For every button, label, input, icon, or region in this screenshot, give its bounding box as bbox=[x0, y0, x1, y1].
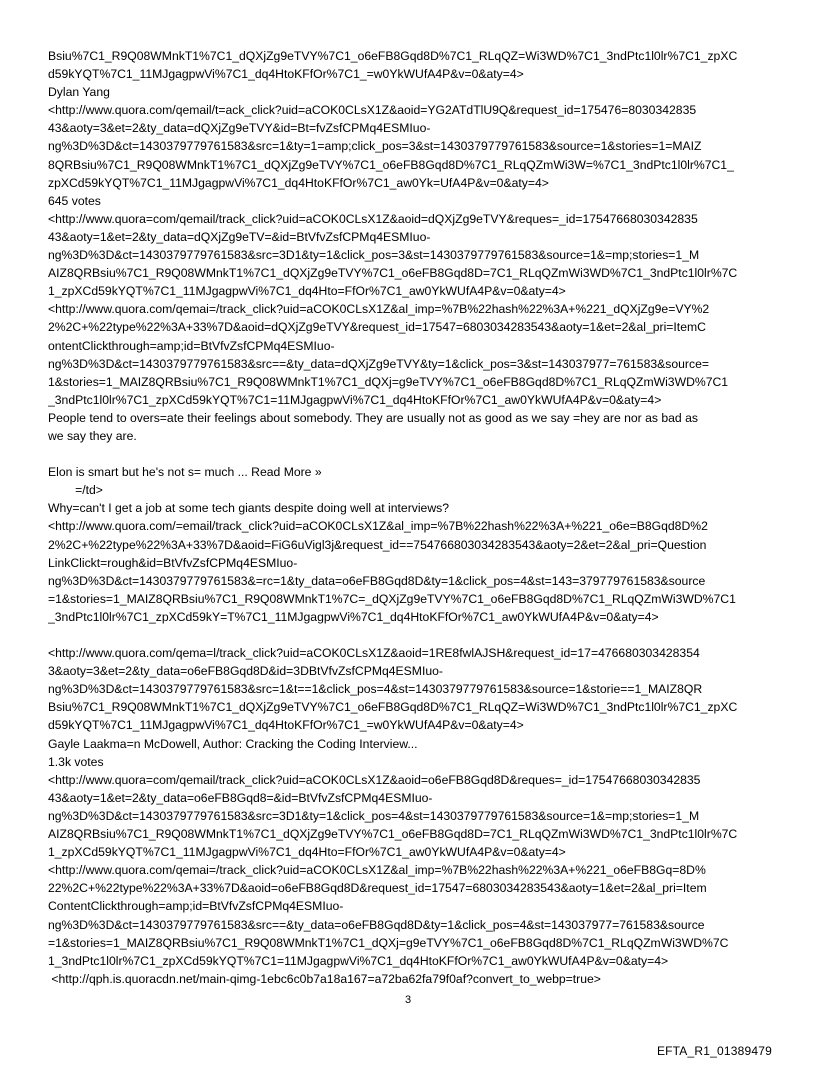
text-line: 1&stories=1_MAIZ8QRBsiu%7C1_R9Q08WMnkT1%7C1_dQXj=g9eTVY%7C1_o6eFB8Gqd8D%7C1_RLqQZmWi3WD%7C1 bbox=[48, 374, 729, 389]
text-line: 22%2C+%22type%22%3A+33%7D&aoid=o6eFB8Gqd8D&request_id=17547=6803034283543&aoty=1&et=2&al_pri=Item bbox=[48, 881, 707, 896]
text-line: _3ndPtc1l0lr%7C1_zpXCd59kYQT%7C1=11MJgagpwVi%7C1_dq4HtoKFfOr%7C1_aw0YkWUfA4P&v=0&aty=4> bbox=[48, 392, 662, 407]
text-line: <http://www.quora=com/qemail/track_click?uid=aCOK0CLsX1Z&aoid=dQXjZg9eTVY&reques=_id=17547668030342835 bbox=[48, 211, 698, 226]
text-line: ng%3D%3D&ct=1430379779761583&src==&ty_data=dQXjZg9eTVY&ty=1&click_pos=3&st=143037977=761583&source= bbox=[48, 356, 709, 371]
text-line: LinkClickt=rough&id=BtVfvZsfCPMq4ESMIuo- bbox=[48, 555, 298, 570]
text-line: ContentClickthrough=amp;id=BtVfvZsfCPMq4ESMIuo- bbox=[48, 899, 344, 914]
blank-line bbox=[48, 626, 770, 644]
text-line: ng%3D%3D&ct=1430379779761583&src=3D1&ty=1&click_pos=4&st=1430379779761583&source=1&=mp;stories=1_M bbox=[48, 808, 700, 823]
text-line: <http://www.quora.com/=email/track_click?uid=aCOK0CLsX1Z&al_imp=%7B%22hash%22%3A+%221_o6e=B8Gqd8D%2 bbox=[48, 519, 708, 534]
author-name: Dylan Yang bbox=[48, 85, 110, 100]
answer-text: People tend to overs=ate their feelings about somebody. They are usually not as good as we say =hey are nor as bad as bbox=[48, 410, 698, 425]
text-line: 1_zpXCd59kYQT%7C1_11MJgagpwVi%7C1_dq4Hto=FfOr%7C1_aw0YkWUfA4P&v=0&aty=4> bbox=[48, 845, 566, 860]
text-line: <http://www.quora.com/qemai=/track_click?uid=aCOK0CLsX1Z&al_imp=%7B%22hash%22%3A+%221_dQXjZg9e=VY%2 bbox=[48, 302, 710, 317]
text-line: <http://www.quora.com/qemail/t=ack_click?uid=aCOK0CLsX1Z&aoid=YG2ATdTlU9Q&request_id=175476=8030342835 bbox=[48, 103, 697, 118]
text-line: 1_zpXCd59kYQT%7C1_11MJgagpwVi%7C1_dq4Hto=FfOr%7C1_aw0YkWUfA4P&v=0&aty=4> bbox=[48, 284, 566, 299]
text-line: =/td> bbox=[48, 483, 103, 498]
answer-text: we say they are. bbox=[48, 428, 137, 443]
text-line: 8QRBsiu%7C1_R9Q08WMnkT1%7C1_dQXjZg9eTVY%7C1_o6eFB8Gqd8D%7C1_RLqQZmWi3W=%7C1_3ndPtc1l0lr%7C1_ bbox=[48, 157, 734, 172]
text-line: d59kYQT%7C1_11MJgagpwVi%7C1_dq4HtoKFfOr%7C1_=w0YkWUfA4P&v=0&aty=4> bbox=[48, 718, 524, 733]
text-line: Bsiu%7C1_R9Q08WMnkT1%7C1_dQXjZg9eTVY%7C1_o6eFB8Gqd8D%7C1_RLqQZ=Wi3WD%7C1_3ndPtc1l0lr%7C1_zpXC bbox=[48, 700, 738, 715]
text-line: 43&aoty=1&et=2&ty_data=dQXjZg9eTV=&id=BtVfvZsfCPMq4ESMIuo- bbox=[48, 229, 431, 244]
image-link: <http://qph.is.quoracdn.net/main-qimg-1ebc6c0b7a18a167=a72ba62fa79f0af?convert_to_webp=true> bbox=[48, 971, 601, 986]
text-line: =1&stories=1_MAIZ8QRBsiu%7C1_R9Q08WMnkT1%7C1_dQXj=g9eTVY%7C1_o6eFB8Gqd8D%7C1_RLqQZmWi3WD%7C bbox=[48, 935, 729, 950]
text-line: <http://www.quora=com/qemail/track_click?uid=aCOK0CLsX1Z&aoid=o6eFB8Gqd8D&reques=_id=17547668030342835 bbox=[48, 772, 701, 787]
text-line: 1_3ndPtc1l0lr%7C1_zpXCd59kYQT%7C1=11MJgagpwVi%7C1_dq4HtoKFfOr%7C1_aw0YkWUfA4P&v=0&aty=4> bbox=[48, 953, 669, 968]
text-line: <http://www.quora.com/qemai=/track_click?uid=aCOK0CLsX1Z&al_imp=%7B%22hash%22%3A+%221_o6eFB8Gq=8D% bbox=[48, 863, 706, 878]
text-line: ng%3D%3D&ct=1430379779761583&src==&ty_data=o6eFB8Gqd8D&ty=1&click_pos=4&st=143037977=761583&source bbox=[48, 917, 705, 932]
text-line: _3ndPtc1l0lr%7C1_zpXCd59kY=T%7C1_11MJgagpwVi%7C1_dq4HtoKFfOr%7C1_aw0YkWUfA4P&v=0&aty=4> bbox=[48, 609, 659, 624]
text-line: =1&stories=1_MAIZ8QRBsiu%7C1_R9Q08WMnkT1%7C=_dQXjZg9eTVY%7C1_o6eFB8Gqd8D%7C1_RLqQZmWi3WD%7C1 bbox=[48, 591, 736, 606]
text-line: <http://www.quora.com/qema=l/track_click?uid=aCOK0CLsX1Z&aoid=1RE8fwlAJSH&request_id=17=476680303428354 bbox=[48, 646, 700, 661]
document-body bbox=[48, 47, 770, 988]
text-line: 43&aoty=1&et=2&ty_data=o6eFB8Gqd8=&id=BtVfvZsfCPMq4ESMIuo- bbox=[48, 790, 433, 805]
vote-count: 1.3k votes bbox=[48, 754, 104, 769]
author-name: Gayle Laakma=n McDowell, Author: Cracking the Coding Interview... bbox=[48, 736, 418, 751]
text-line: AIZ8QRBsiu%7C1_R9Q08WMnkT1%7C1_dQXjZg9eTVY%7C1_o6eFB8Gqd8D=7C1_RLqQZmWi3WD%7C1_3ndPtc1l0lr%7C bbox=[48, 827, 738, 842]
page-number: 3 bbox=[404, 994, 412, 1006]
text-line: 3&aoty=3&et=2&ty_data=o6eFB8Gqd8D&id=3DBtVfvZsfCPMq4ESMIuo- bbox=[48, 664, 443, 679]
text-line: d59kYQT%7C1_11MJgagpwVi%7C1_dq4HtoKFfOr%7C1_=w0YkWUfA4P&v=0&aty=4> bbox=[48, 67, 524, 82]
text-line: AIZ8QRBsiu%7C1_R9Q08WMnkT1%7C1_dQXjZg9eTVY%7C1_o6eFB8Gqd8D=7C1_RLqQZmWi3WD%7C1_3ndPtc1l0lr%7C bbox=[48, 266, 738, 281]
document-id: EFTA_R1_01389479 bbox=[656, 1044, 772, 1058]
vote-count: 645 votes bbox=[48, 193, 101, 208]
text-line: ontentClickthrough=amp;id=BtVfvZsfCPMq4ESMIuo- bbox=[48, 338, 335, 353]
text-line: ng%3D%3D&ct=1430379779761583&src=1&ty=1=amp;click_pos=3&st=1430379779761583&source=1&stories=1=MAIZ bbox=[48, 139, 702, 154]
text-line: ng%3D%3D&ct=1430379779761583&src=1&t==1&click_pos=4&st=1430379779761583&source=1&storie==1_MAIZ8QR bbox=[48, 682, 703, 697]
text-line: 2%2C+%22type%22%3A+33%7D&aoid=FiG6uVigl3j&request_id==754766803034283543&aoty=2&et=2&al_pri=Question bbox=[48, 537, 707, 552]
question-title: Why=can't I get a job at some tech giants despite doing well at interviews? bbox=[48, 501, 450, 516]
text-line: 43&aoty=3&et=2&ty_data=dQXjZg9eTVY&id=Bt=fvZsfCPMq4ESMIuo- bbox=[48, 121, 431, 136]
text-line: 2%2C+%22type%22%3A+33%7D&aoid=dQXjZg9eTVY&request_id=17547=6803034283543&aoty=1&et=2&al_pri=ItemC bbox=[48, 320, 706, 335]
text-line: ng%3D%3D&ct=1430379779761583&src=3D1&ty=1&click_pos=3&st=1430379779761583&source=1&=mp;stories=1_M bbox=[48, 248, 700, 263]
text-line: ng%3D%3D&ct=1430379779761583&=rc=1&ty_data=o6eFB8Gqd8D&ty=1&click_pos=4&st=143=379779761583&source bbox=[48, 573, 706, 588]
answer-snippet: Elon is smart but he's not s= much ... Read More » bbox=[48, 465, 322, 480]
text-line: zpXCd59kYQT%7C1_11MJgagpwVi%7C1_dq4HtoKFfOr%7C1_aw0Yk=UfA4P&v=0&aty=4> bbox=[48, 175, 549, 190]
text-line: Bsiu%7C1_R9Q08WMnkT1%7C1_dQXjZg9eTVY%7C1_o6eFB8Gqd8D%7C1_RLqQZ=Wi3WD%7C1_3ndPtc1l0lr%7C1_zpXC bbox=[48, 49, 738, 63]
blank-line bbox=[48, 445, 770, 463]
